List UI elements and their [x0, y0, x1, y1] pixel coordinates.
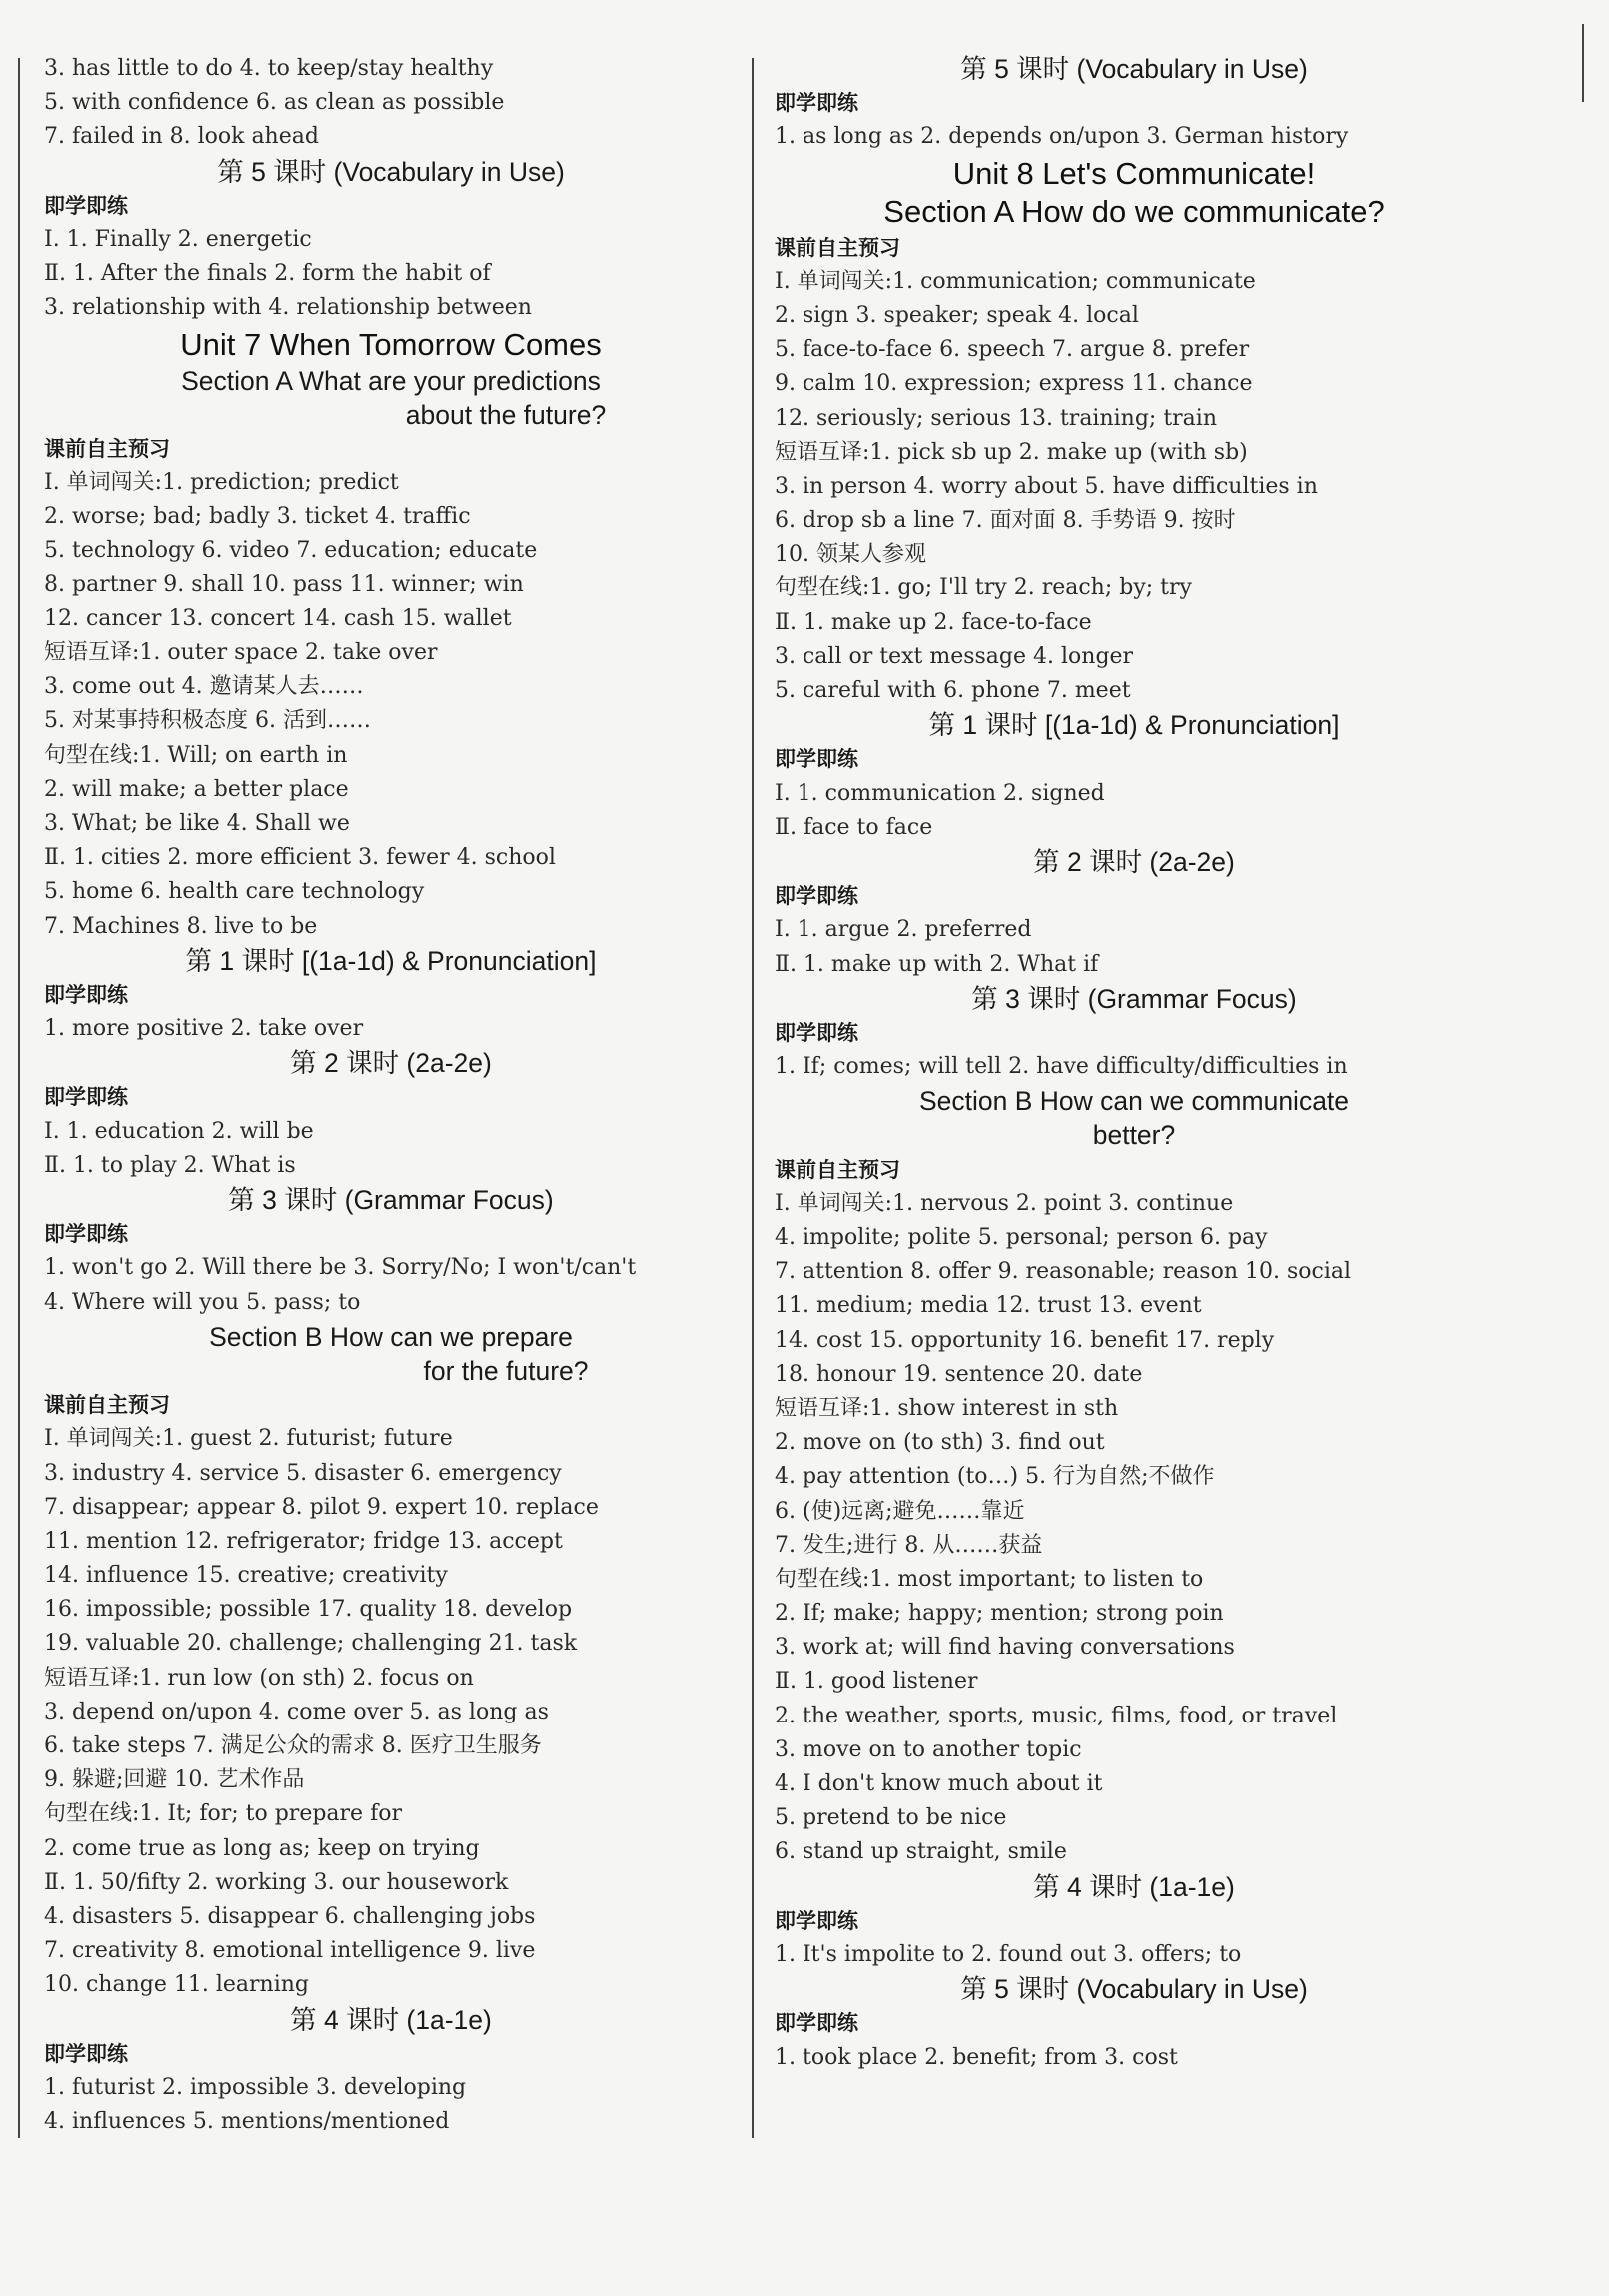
column-divider — [752, 58, 754, 2138]
answer-line: 1. as long as 2. depends on/upon 3. German history — [775, 124, 1349, 150]
unit-title: Unit 8 Let's Communicate! — [952, 155, 1316, 191]
answer-line: 句型在线:1. Will; on earth in — [44, 742, 348, 768]
answer-line: 2. come true as long as; keep on trying — [44, 1835, 480, 1861]
section-heading: 第 1 课时 [(1a-1d) & Pronunciation] — [185, 945, 597, 976]
answer-line: 7. disappear; appear 8. pilot 9. expert 10. replace — [44, 1494, 599, 1520]
answer-line: 16. impossible; possible 17. quality 18. develop — [44, 1597, 573, 1623]
subsection-label: 即学即练 — [44, 982, 128, 1007]
answer-line: 2. If; make; happy; mention; strong poin — [775, 1601, 1224, 1627]
answer-line: 4. pay attention (to…) 5. 行为自然;不做作 — [775, 1464, 1215, 1490]
answer-line: Ⅰ. 1. communication 2. signed — [775, 780, 1105, 806]
subsection-label: 即学即练 — [44, 193, 128, 218]
answer-line: Ⅱ. 1. make up 2. face-to-face — [775, 609, 1092, 635]
answer-line: 4. disasters 5. disappear 6. challenging jobs — [44, 1903, 536, 1929]
answer-line: 3. in person 4. worry about 5. have difficulties in — [775, 473, 1318, 499]
section-heading: 第 5 课时 (Vocabulary in Use) — [960, 1974, 1308, 2005]
subsection-label: 课前自主预习 — [44, 1393, 170, 1418]
answer-line: 1. took place 2. benefit; from 3. cost — [775, 2044, 1178, 2070]
answer-line: 19. valuable 20. challenge; challenging 21. task — [44, 1631, 578, 1657]
answer-line: 6. stand up straight, smile — [775, 1839, 1067, 1865]
answer-line: Ⅱ. 1. cities 2. more efficient 3. fewer 4. school — [44, 845, 556, 871]
answer-line: 3. depend on/upon 4. come over 5. as long as — [44, 1699, 549, 1724]
answer-line: 2. move on (to sth) 3. find out — [775, 1430, 1105, 1456]
right-answer-column — [775, 52, 1494, 2075]
answer-line: Ⅰ. 单词闯关:1. prediction; predict — [44, 470, 399, 496]
answer-line: 3. move on to another topic — [775, 1736, 1082, 1762]
section-heading: 第 2 课时 (2a-2e) — [290, 1048, 492, 1079]
left-margin-rule — [18, 58, 20, 2138]
answer-line: 14. influence 15. creative; creativity — [44, 1563, 448, 1589]
answer-line: 1. won't go 2. Will there be 3. Sorry/No; I won't/can't — [44, 1255, 637, 1281]
answer-line: 5. 对某事持积极态度 6. 活到…… — [44, 708, 371, 734]
answer-line: 6. drop sb a line 7. 面对面 8. 手势语 9. 按时 — [775, 508, 1236, 534]
answer-line: 7. Machines 8. live to be — [44, 913, 318, 939]
subsection-label: 即学即练 — [775, 2011, 858, 2036]
section-heading: 第 3 课时 (Grammar Focus) — [971, 983, 1297, 1014]
answer-line: 11. mention 12. refrigerator; fridge 13. accept — [44, 1528, 563, 1554]
section-heading: 第 4 课时 (1a-1e) — [1033, 1871, 1235, 1902]
unit-title: Section A How do we communicate? — [883, 193, 1385, 229]
subsection-label: 即学即练 — [775, 1020, 858, 1045]
answer-line: 短语互译:1. outer space 2. take over — [44, 640, 438, 665]
answer-line: 7. creativity 8. emotional intelligence 9. live — [44, 1938, 536, 1964]
answer-line: 3. come out 4. 邀请某人去…… — [44, 674, 364, 700]
answer-line: Ⅰ. 单词闯关:1. communication; communicate — [775, 268, 1256, 294]
answer-line: 7. 发生;进行 8. 从……获益 — [775, 1532, 1043, 1558]
answer-line: 6. (使)远离;避免……靠近 — [775, 1498, 1025, 1524]
section-heading: 第 2 课时 (2a-2e) — [1033, 846, 1235, 877]
answer-line: 5. pretend to be nice — [775, 1805, 1007, 1831]
subsection-label: 即学即练 — [775, 884, 858, 909]
answer-line: 3. has little to do 4. to keep/stay healthy — [44, 56, 494, 81]
subsection-label: 即学即练 — [44, 2041, 128, 2066]
answer-line: 18. honour 19. sentence 20. date — [775, 1361, 1143, 1387]
answer-line: 短语互译:1. show interest in sth — [775, 1395, 1119, 1421]
section-heading: 第 5 课时 (Vocabulary in Use) — [217, 156, 565, 187]
section-heading: about the future? — [405, 399, 607, 430]
answer-line: 10. 领某人参观 — [775, 542, 926, 568]
answer-line: 1. It's impolite to 2. found out 3. offers; to — [775, 1941, 1242, 1967]
answer-line: 1. futurist 2. impossible 3. developing — [44, 2074, 467, 2100]
subsection-label: 即学即练 — [44, 1222, 128, 1247]
answer-line: Ⅱ. 1. good listener — [775, 1669, 978, 1695]
answer-line: Ⅱ. 1. 50/fifty 2. working 3. our housework — [44, 1869, 509, 1895]
answer-line: 3. call or text message 4. longer — [775, 643, 1134, 669]
section-heading: better? — [1092, 1120, 1176, 1151]
answer-line: 5. with confidence 6. as clean as possible — [44, 90, 505, 116]
answer-line: 5. home 6. health care technology — [44, 879, 425, 905]
answer-line: 短语互译:1. pick sb up 2. make up (with sb) — [775, 439, 1248, 465]
section-heading: 第 4 课时 (1a-1e) — [290, 2004, 492, 2035]
answer-line: 3. relationship with 4. relationship between — [44, 295, 532, 321]
subsection-label: 课前自主预习 — [775, 1157, 900, 1182]
answer-line: Ⅱ. 1. to play 2. What is — [44, 1152, 296, 1178]
answer-line: 句型在线:1. most important; to listen to — [775, 1566, 1204, 1592]
section-heading: for the future? — [423, 1355, 589, 1386]
answer-line: 2. sign 3. speaker; speak 4. local — [775, 302, 1139, 328]
answer-line: 3. industry 4. service 5. disaster 6. emergency — [44, 1460, 562, 1486]
answer-line: 4. I don't know much about it — [775, 1771, 1103, 1796]
answer-line: Ⅰ. 1. Finally 2. energetic — [44, 226, 312, 252]
answer-line: 4. impolite; polite 5. personal; person 6. pay — [775, 1225, 1268, 1250]
answer-line: 2. will make; a better place — [44, 776, 349, 802]
subsection-label: 课前自主预习 — [44, 436, 170, 461]
section-heading: 第 5 课时 (Vocabulary in Use) — [960, 54, 1308, 84]
answer-line: Ⅰ. 1. education 2. will be — [44, 1118, 314, 1144]
answer-line: 4. Where will you 5. pass; to — [44, 1289, 361, 1315]
answer-line: 7. failed in 8. look ahead — [44, 124, 319, 150]
answer-line: Ⅱ. 1. make up with 2. What if — [775, 951, 1099, 977]
subsection-label: 即学即练 — [775, 747, 858, 772]
answer-line: 3. What; be like 4. Shall we — [44, 810, 350, 836]
section-heading: Section B How can we communicate — [918, 1086, 1350, 1117]
section-heading: Section B How can we prepare — [209, 1321, 573, 1352]
answer-line: 5. technology 6. video 7. education; educate — [44, 538, 538, 564]
answer-line: 9. 躲避;回避 10. 艺术作品 — [44, 1767, 305, 1793]
subsection-label: 即学即练 — [775, 91, 858, 116]
subsection-label: 即学即练 — [775, 1908, 858, 1933]
answer-line: 8. partner 9. shall 10. pass 11. winner; win — [44, 572, 524, 597]
answer-line: 6. take steps 7. 满足公众的需求 8. 医疗卫生服务 — [44, 1733, 542, 1758]
answer-line: 句型在线:1. It; for; to prepare for — [44, 1801, 402, 1827]
subsection-label: 课前自主预习 — [775, 235, 900, 260]
answer-line: 7. attention 8. offer 9. reasonable; reason 10. social — [775, 1259, 1352, 1285]
answer-line: 9. calm 10. expression; express 11. chance — [775, 371, 1253, 397]
answer-line: Ⅱ. 1. After the finals 2. form the habit of — [44, 261, 491, 287]
answer-line: 11. medium; media 12. trust 13. event — [775, 1293, 1202, 1319]
answer-line: 3. work at; will find having conversations — [775, 1635, 1235, 1661]
answer-line: Ⅰ. 单词闯关:1. nervous 2. point 3. continue — [775, 1190, 1234, 1216]
answer-line: 句型在线:1. go; I'll try 2. reach; by; try — [775, 575, 1192, 601]
answer-line: Ⅰ. 单词闯关:1. guest 2. futurist; future — [44, 1426, 453, 1452]
answer-line: 2. worse; bad; badly 3. ticket 4. traffic — [44, 504, 471, 530]
subsection-label: 即学即练 — [44, 1085, 128, 1110]
answer-line: 14. cost 15. opportunity 16. benefit 17. reply — [775, 1327, 1275, 1353]
section-heading: Section A What are your predictions — [181, 365, 601, 396]
left-answer-column — [44, 52, 738, 2139]
answer-line: 2. the weather, sports, music, films, food, or travel — [775, 1703, 1338, 1728]
answer-line: Ⅱ. face to face — [775, 814, 933, 840]
answer-line: 5. careful with 6. phone 7. meet — [775, 678, 1131, 703]
answer-line: 5. face-to-face 6. speech 7. argue 8. prefer — [775, 337, 1250, 363]
answer-line: 12. cancer 13. concert 14. cash 15. wallet — [44, 605, 512, 631]
section-heading: 第 3 课时 (Grammar Focus) — [228, 1185, 554, 1215]
answer-line: 短语互译:1. run low (on sth) 2. focus on — [44, 1665, 474, 1691]
answer-line: 4. influences 5. mentions/mentioned — [44, 2109, 450, 2135]
unit-title: Unit 7 When Tomorrow Comes — [180, 326, 602, 362]
section-heading: 第 1 课时 [(1a-1d) & Pronunciation] — [928, 710, 1340, 741]
answer-line: 12. seriously; serious 13. training; train — [775, 405, 1218, 431]
right-edge-mark — [1582, 24, 1584, 102]
answer-line: 1. more positive 2. take over — [44, 1016, 364, 1042]
answer-line: 10. change 11. learning — [44, 1972, 309, 1998]
answer-line: Ⅰ. 1. argue 2. preferred — [775, 917, 1032, 943]
answer-line: 1. If; comes; will tell 2. have difficulty/difficulties in — [775, 1054, 1348, 1080]
